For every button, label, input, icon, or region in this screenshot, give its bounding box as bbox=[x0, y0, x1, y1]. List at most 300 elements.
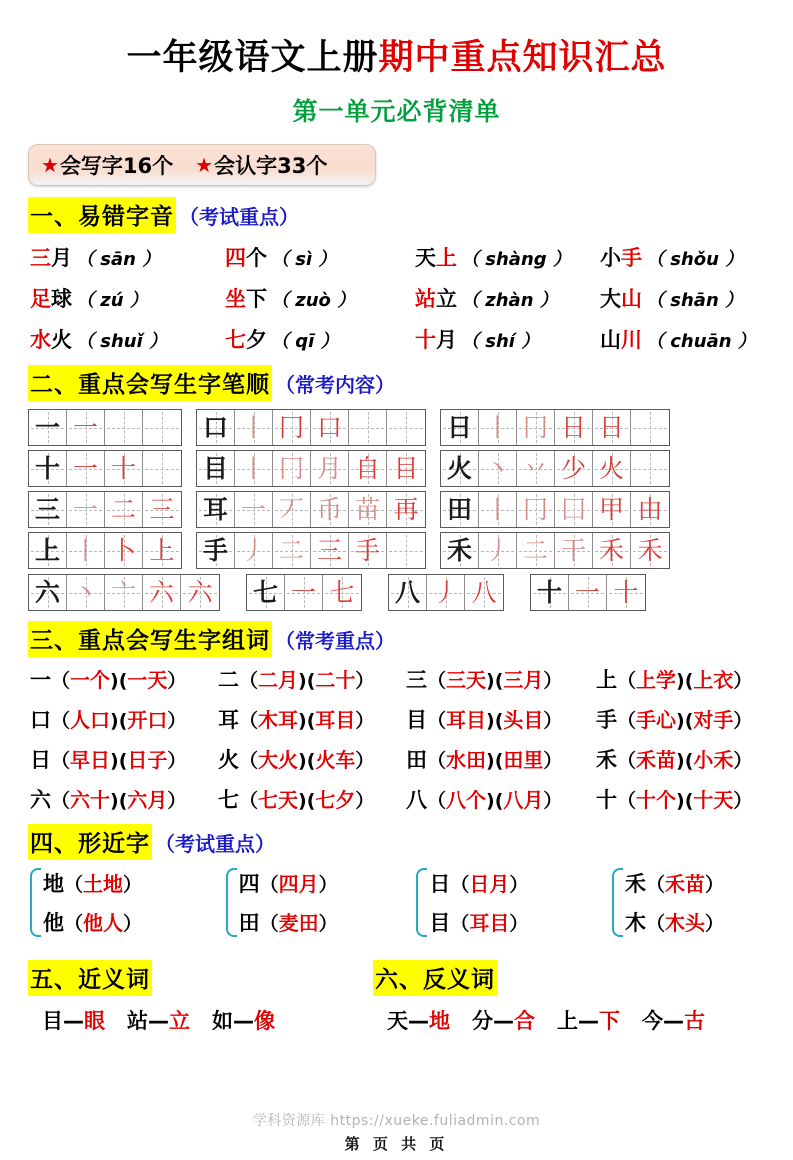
word-entry-parens: )( bbox=[486, 670, 504, 693]
word-entry-term: 七天 bbox=[258, 788, 299, 813]
stroke-order-cell bbox=[235, 533, 273, 568]
stroke-order-target-character: 手 bbox=[202, 536, 228, 566]
stroke-order-cell bbox=[67, 492, 105, 527]
stroke-order-target-character: 十 bbox=[34, 454, 60, 484]
stroke-order-step: 一 bbox=[72, 454, 98, 484]
antonym-pair bbox=[642, 1005, 705, 1035]
stroke-order-step: 干 bbox=[560, 536, 586, 566]
word-entry-term: 六月 bbox=[127, 788, 168, 813]
stroke-order-row bbox=[28, 574, 220, 611]
stroke-order-step: 一 bbox=[574, 578, 600, 608]
synonym-pair bbox=[42, 1005, 105, 1035]
word-entry-term: 十个 bbox=[636, 788, 677, 813]
pinyin-entry bbox=[415, 283, 600, 313]
pinyin-reading: （ qī ） bbox=[271, 331, 339, 353]
pinyin-entry-word bbox=[30, 283, 72, 313]
highlighted-character: 三 bbox=[30, 246, 51, 271]
stroke-order-cell bbox=[197, 451, 235, 486]
stroke-order-cell bbox=[235, 410, 273, 445]
similar-character: 木 bbox=[625, 911, 647, 936]
stroke-order-cell bbox=[555, 492, 593, 527]
similar-parens: （ bbox=[450, 913, 470, 936]
stroke-order-step: 冂 bbox=[522, 413, 548, 443]
similar-parens: ） bbox=[123, 913, 143, 936]
pair-first-word: 分 bbox=[472, 1009, 493, 1034]
stroke-order-step: 六 bbox=[148, 578, 174, 608]
similar-parens: ） bbox=[509, 913, 529, 936]
stat-item-write-label: 会写字16个 bbox=[59, 154, 174, 179]
stroke-order-group bbox=[196, 409, 426, 569]
highlighted-character: 手 bbox=[621, 246, 642, 271]
word-entry-character: 耳 bbox=[218, 708, 239, 733]
pair-second-word: 古 bbox=[684, 1009, 705, 1034]
stroke-order-target-character: 十 bbox=[536, 578, 562, 608]
stroke-order-bottom-row bbox=[28, 574, 793, 611]
stroke-order-cell bbox=[235, 451, 273, 486]
word-entry-character: 上 bbox=[596, 668, 617, 693]
stroke-order-step: 二 bbox=[278, 536, 304, 566]
stroke-order-cell bbox=[285, 575, 323, 610]
synonym-antonym-columns bbox=[0, 949, 793, 1035]
stroke-order-cell bbox=[479, 451, 517, 486]
word-entry-parens: )( bbox=[110, 670, 128, 693]
similar-character-line bbox=[43, 907, 142, 937]
stroke-order-row bbox=[196, 409, 426, 446]
word-entry bbox=[596, 744, 771, 774]
similar-character-line bbox=[625, 868, 724, 898]
similar-parens: ） bbox=[318, 913, 338, 936]
word-entry-parens: )( bbox=[298, 790, 316, 813]
stroke-order-step: 丆 bbox=[278, 495, 304, 525]
stroke-order-cell bbox=[593, 492, 631, 527]
stroke-order-row bbox=[28, 409, 182, 446]
plain-character: 月 bbox=[51, 246, 72, 271]
page-title bbox=[0, 38, 793, 78]
word-entry bbox=[30, 784, 218, 814]
stroke-order-cell bbox=[555, 410, 593, 445]
stroke-order-step: 甲 bbox=[598, 495, 624, 525]
stroke-order-target-character: 三 bbox=[34, 495, 60, 525]
stroke-order-cell bbox=[105, 451, 143, 486]
word-row bbox=[30, 664, 793, 694]
synonym-pair bbox=[212, 1005, 275, 1035]
stroke-order-target-character: 火 bbox=[446, 454, 472, 484]
stroke-order-cell bbox=[593, 451, 631, 486]
stroke-order-row bbox=[388, 574, 504, 611]
similar-characters-list bbox=[30, 868, 793, 937]
word-entry-term: 开口 bbox=[127, 708, 168, 733]
stroke-order-cell bbox=[441, 533, 479, 568]
word-entry-parens: （ bbox=[427, 670, 447, 693]
stroke-order-row bbox=[196, 491, 426, 528]
word-entry-parens: ） bbox=[355, 710, 375, 733]
word-entry-parens: )( bbox=[110, 750, 128, 773]
stroke-order-cell bbox=[247, 575, 285, 610]
stroke-order-cell bbox=[67, 533, 105, 568]
stroke-order-step: 目 bbox=[393, 454, 419, 484]
word-entry-parens: ） bbox=[355, 750, 375, 773]
stroke-order-step: 一 bbox=[290, 578, 316, 608]
pinyin-entry-word bbox=[415, 242, 457, 272]
stroke-order-step: 二 bbox=[522, 536, 548, 566]
word-entry-term: 二十 bbox=[315, 668, 356, 693]
word-entry bbox=[30, 704, 218, 734]
pinyin-reading: （ zuò ） bbox=[271, 290, 356, 312]
stroke-order-cell bbox=[197, 533, 235, 568]
stroke-order-cell bbox=[387, 451, 425, 486]
pair-first-word: 如 bbox=[212, 1009, 233, 1034]
stroke-order-area bbox=[28, 409, 793, 611]
stroke-order-step: 少 bbox=[560, 454, 586, 484]
stroke-order-step: 亠 bbox=[110, 578, 136, 608]
section-heading-3-note: （常考重点） bbox=[275, 629, 395, 654]
similar-character: 日 bbox=[429, 872, 451, 897]
stroke-order-row bbox=[28, 532, 182, 569]
plain-character: 大 bbox=[600, 287, 621, 312]
similar-character-line bbox=[43, 868, 142, 898]
antonym-column bbox=[365, 949, 765, 1035]
word-entry-parens: )( bbox=[298, 670, 316, 693]
word-entry-term: 耳目 bbox=[446, 708, 487, 733]
plain-character: 火 bbox=[51, 328, 72, 353]
word-entry-term: 六十 bbox=[70, 788, 111, 813]
highlighted-character: 四 bbox=[225, 246, 246, 271]
similar-character-line bbox=[429, 907, 528, 937]
stroke-order-row bbox=[440, 409, 670, 446]
word-entry-parens: )( bbox=[110, 790, 128, 813]
stroke-order-step: 八 bbox=[471, 578, 497, 608]
section-heading-2-note: （常考内容） bbox=[275, 373, 395, 398]
pinyin-entry-word bbox=[600, 242, 642, 272]
stroke-order-cell bbox=[349, 533, 387, 568]
pinyin-reading: （ shuǐ ） bbox=[76, 331, 168, 353]
stroke-order-step: 囗 bbox=[560, 495, 586, 525]
word-entry-term: 十天 bbox=[693, 788, 734, 813]
stroke-order-cell bbox=[607, 575, 645, 610]
word-entry bbox=[406, 784, 596, 814]
stroke-order-step: 二 bbox=[110, 495, 136, 525]
pinyin-entry bbox=[30, 242, 225, 272]
pinyin-entry bbox=[600, 283, 775, 313]
stroke-order-cell bbox=[311, 410, 349, 445]
pinyin-entry-word bbox=[225, 283, 267, 313]
section-heading-3 bbox=[28, 621, 793, 657]
word-entry-character: 一 bbox=[30, 668, 51, 693]
stroke-order-target-character: 口 bbox=[202, 413, 228, 443]
word-entry-character: 禾 bbox=[596, 748, 617, 773]
stroke-order-cell bbox=[387, 492, 425, 527]
stroke-order-cell bbox=[29, 410, 67, 445]
synonym-pairs bbox=[28, 1005, 365, 1035]
similar-parens: （ bbox=[64, 913, 84, 936]
stroke-order-step: 十 bbox=[110, 454, 136, 484]
stroke-order-step: 自 bbox=[354, 454, 380, 484]
stroke-order-cell bbox=[143, 533, 181, 568]
stroke-order-cell bbox=[29, 451, 67, 486]
similar-parens: （ bbox=[450, 874, 470, 897]
stroke-order-target-character: 七 bbox=[252, 578, 278, 608]
word-entry bbox=[218, 704, 406, 734]
stroke-order-step: 手 bbox=[354, 536, 380, 566]
stroke-order-step: 丿 bbox=[484, 536, 510, 566]
word-list bbox=[30, 664, 793, 814]
word-entry-parens: )( bbox=[486, 750, 504, 773]
stroke-order-cell bbox=[29, 492, 67, 527]
word-entry bbox=[30, 744, 218, 774]
pinyin-reading: （ chuān ） bbox=[646, 331, 756, 353]
similar-character-group bbox=[612, 868, 783, 937]
stroke-order-cell bbox=[105, 533, 143, 568]
stroke-order-cell bbox=[197, 492, 235, 527]
word-entry-parens: （ bbox=[239, 790, 259, 813]
section-heading-6 bbox=[373, 960, 765, 996]
word-entry-parens: （ bbox=[239, 710, 259, 733]
stroke-order-target-character: 上 bbox=[34, 536, 60, 566]
stroke-order-cell bbox=[311, 451, 349, 486]
word-entry-term: 日子 bbox=[127, 748, 168, 773]
similar-parens: （ bbox=[646, 874, 666, 897]
pinyin-reading: （ shàng ） bbox=[461, 249, 571, 271]
stroke-order-cell bbox=[323, 575, 361, 610]
stroke-order-step: 一 bbox=[72, 413, 98, 443]
stroke-order-cell bbox=[105, 575, 143, 610]
plain-character: 下 bbox=[246, 287, 267, 312]
word-entry-parens: （ bbox=[239, 750, 259, 773]
pair-dash: — bbox=[663, 1009, 684, 1034]
stroke-order-cell bbox=[441, 410, 479, 445]
stroke-order-step: 上 bbox=[149, 536, 175, 566]
stroke-order-cell bbox=[235, 492, 273, 527]
similar-character: 他 bbox=[43, 911, 64, 936]
similar-character-group bbox=[226, 868, 407, 937]
antonym-pair bbox=[387, 1005, 450, 1035]
stroke-order-cell bbox=[631, 492, 669, 527]
word-entry-term: 七夕 bbox=[315, 788, 356, 813]
similar-character: 四 bbox=[238, 872, 260, 897]
stroke-order-cell bbox=[67, 451, 105, 486]
pair-dash: — bbox=[408, 1009, 429, 1034]
footer-page-label: 第 页 共 页 bbox=[344, 1135, 449, 1153]
pair-first-word: 站 bbox=[127, 1009, 148, 1034]
word-entry-term: 上衣 bbox=[693, 668, 734, 693]
stroke-order-row bbox=[196, 532, 426, 569]
pinyin-reading: （ sì ） bbox=[271, 249, 337, 271]
similar-character-lines bbox=[625, 868, 724, 937]
stroke-order-cell bbox=[631, 410, 669, 445]
similar-character-line bbox=[239, 907, 338, 937]
word-entry-parens: )( bbox=[676, 790, 694, 813]
section-heading-2-text: 二、重点会写生字笔顺 bbox=[28, 365, 272, 401]
word-entry-parens: （ bbox=[51, 670, 71, 693]
stroke-order-step: 由 bbox=[637, 495, 663, 525]
word-entry-parens: ） bbox=[733, 710, 753, 733]
highlighted-character: 七 bbox=[225, 328, 246, 353]
word-entry-parens: （ bbox=[427, 750, 447, 773]
section-heading-3-text: 三、重点会写生字组词 bbox=[28, 621, 272, 657]
similar-character-lines bbox=[429, 868, 528, 937]
stroke-order-cell bbox=[441, 451, 479, 486]
word-entry-parens: )( bbox=[298, 710, 316, 733]
pinyin-entry bbox=[415, 324, 600, 354]
stroke-order-step: 丿 bbox=[432, 578, 458, 608]
similar-character-line bbox=[429, 868, 528, 898]
highlighted-character: 上 bbox=[436, 246, 457, 271]
stroke-order-target-character: 田 bbox=[446, 495, 472, 525]
stroke-order-step: 三 bbox=[316, 536, 342, 566]
word-entry-character: 手 bbox=[596, 708, 617, 733]
word-entry-parens: ） bbox=[733, 750, 753, 773]
word-entry-character: 田 bbox=[406, 748, 427, 773]
similar-character-word: 木头 bbox=[665, 911, 706, 936]
footer-watermark: 学科资源库 https://xueke.fuliadmin.com bbox=[252, 1113, 541, 1129]
section-heading-4-text: 四、形近字 bbox=[28, 824, 152, 860]
pinyin-entry bbox=[415, 242, 600, 272]
stroke-order-cell bbox=[105, 492, 143, 527]
word-entry-parens: ） bbox=[543, 670, 563, 693]
stroke-order-cell bbox=[555, 533, 593, 568]
stroke-order-cell bbox=[143, 492, 181, 527]
synonym-column bbox=[0, 949, 365, 1035]
word-entry-term: 木耳 bbox=[258, 708, 299, 733]
stroke-order-row bbox=[530, 574, 646, 611]
stroke-order-cell bbox=[143, 410, 181, 445]
pinyin-reading: （ shí ） bbox=[461, 331, 540, 353]
word-entry bbox=[406, 664, 596, 694]
stroke-order-step: 月 bbox=[316, 454, 342, 484]
stroke-order-cell bbox=[105, 410, 143, 445]
section-heading-2 bbox=[28, 365, 793, 401]
section-heading-1-note: （考试重点） bbox=[179, 205, 299, 230]
pinyin-entry bbox=[30, 283, 225, 313]
group-brace-icon bbox=[416, 868, 427, 937]
word-entry-character: 六 bbox=[30, 788, 51, 813]
word-entry-parens: （ bbox=[51, 750, 71, 773]
pinyin-entry-word bbox=[415, 283, 457, 313]
stroke-order-cell bbox=[555, 451, 593, 486]
stroke-order-cell bbox=[569, 575, 607, 610]
stroke-order-cell bbox=[67, 410, 105, 445]
word-entry-term: 手心 bbox=[636, 708, 677, 733]
pinyin-entry-word bbox=[30, 242, 72, 272]
section-heading-1 bbox=[28, 197, 793, 233]
pair-first-word: 天 bbox=[387, 1009, 408, 1034]
plain-character: 月 bbox=[436, 328, 457, 353]
pinyin-row bbox=[30, 283, 793, 313]
word-row bbox=[30, 784, 793, 814]
pinyin-reading: （ sān ） bbox=[76, 249, 161, 271]
synonym-pair bbox=[127, 1005, 190, 1035]
stroke-order-group bbox=[388, 574, 504, 611]
highlighted-character: 足 bbox=[30, 287, 51, 312]
stroke-order-step: 苗 bbox=[354, 495, 380, 525]
stroke-order-row bbox=[28, 450, 182, 487]
word-entry-parens: （ bbox=[617, 710, 637, 733]
similar-parens: ） bbox=[318, 874, 338, 897]
stroke-order-target-character: 八 bbox=[394, 578, 420, 608]
word-entry-parens: （ bbox=[427, 710, 447, 733]
stroke-order-step: 禾 bbox=[637, 536, 663, 566]
pinyin-entry bbox=[600, 242, 775, 272]
stroke-order-step: 卜 bbox=[110, 536, 136, 566]
word-entry bbox=[596, 664, 771, 694]
stroke-order-group bbox=[28, 574, 220, 611]
stroke-order-target-character: 目 bbox=[202, 454, 228, 484]
stroke-order-step: 一 bbox=[72, 495, 98, 525]
stroke-order-cell bbox=[311, 533, 349, 568]
stroke-order-cell bbox=[181, 575, 219, 610]
word-entry-parens: （ bbox=[617, 790, 637, 813]
stroke-order-cell bbox=[273, 410, 311, 445]
stroke-order-row bbox=[196, 450, 426, 487]
word-entry-parens: )( bbox=[110, 710, 128, 733]
stroke-order-step: 丨 bbox=[484, 413, 510, 443]
word-entry-term: 三月 bbox=[503, 668, 544, 693]
similar-character-word: 禾苗 bbox=[665, 872, 706, 897]
antonym-pairs bbox=[373, 1005, 765, 1035]
stroke-order-target-character: 耳 bbox=[202, 495, 228, 525]
pinyin-reading: （ zhàn ） bbox=[461, 290, 558, 312]
group-brace-icon bbox=[30, 868, 41, 937]
star-icon: ★ bbox=[195, 153, 214, 178]
stroke-order-cell bbox=[531, 575, 569, 610]
word-entry bbox=[596, 784, 771, 814]
pinyin-entry-word bbox=[30, 324, 72, 354]
stroke-order-step: 币 bbox=[316, 495, 342, 525]
similar-parens: ） bbox=[509, 874, 529, 897]
word-entry-parens: ） bbox=[543, 750, 563, 773]
stroke-order-step: 丨 bbox=[484, 495, 510, 525]
stroke-order-step: 七 bbox=[329, 578, 355, 608]
highlighted-character: 坐 bbox=[225, 287, 246, 312]
stroke-order-cell bbox=[517, 410, 555, 445]
stroke-order-row bbox=[440, 532, 670, 569]
word-entry-term: 八月 bbox=[503, 788, 544, 813]
pinyin-entry bbox=[225, 283, 415, 313]
plain-character: 球 bbox=[51, 287, 72, 312]
word-entry-parens: )( bbox=[676, 750, 694, 773]
stroke-order-cell bbox=[29, 575, 67, 610]
word-entry-parens: （ bbox=[427, 790, 447, 813]
section-heading-4 bbox=[28, 824, 793, 860]
similar-character: 地 bbox=[43, 872, 64, 897]
similar-character: 禾 bbox=[625, 872, 647, 897]
pair-second-word: 立 bbox=[169, 1009, 190, 1034]
word-entry-character: 日 bbox=[30, 748, 51, 773]
word-entry-parens: （ bbox=[617, 750, 637, 773]
stroke-order-cell bbox=[273, 492, 311, 527]
pair-first-word: 今 bbox=[642, 1009, 663, 1034]
stroke-order-step: 丷 bbox=[522, 454, 548, 484]
stroke-order-step: 丿 bbox=[240, 536, 266, 566]
pinyin-entry-word bbox=[600, 324, 642, 354]
similar-parens: ） bbox=[123, 874, 143, 897]
antonym-pair bbox=[472, 1005, 535, 1035]
stroke-order-step: 一 bbox=[240, 495, 266, 525]
stroke-order-cell bbox=[273, 533, 311, 568]
word-entry-character: 目 bbox=[406, 708, 427, 733]
pinyin-entry bbox=[225, 324, 415, 354]
stroke-order-step: 日 bbox=[560, 413, 586, 443]
stroke-order-step: 丨 bbox=[72, 536, 98, 566]
word-entry-character: 火 bbox=[218, 748, 239, 773]
section-heading-5-text: 五、近义词 bbox=[28, 960, 152, 996]
word-entry-parens: （ bbox=[239, 670, 259, 693]
worksheet-page bbox=[0, 38, 793, 1160]
word-entry-character: 七 bbox=[218, 788, 239, 813]
word-entry-parens: )( bbox=[486, 790, 504, 813]
stroke-order-step: 冂 bbox=[278, 413, 304, 443]
stroke-order-cell bbox=[387, 533, 425, 568]
